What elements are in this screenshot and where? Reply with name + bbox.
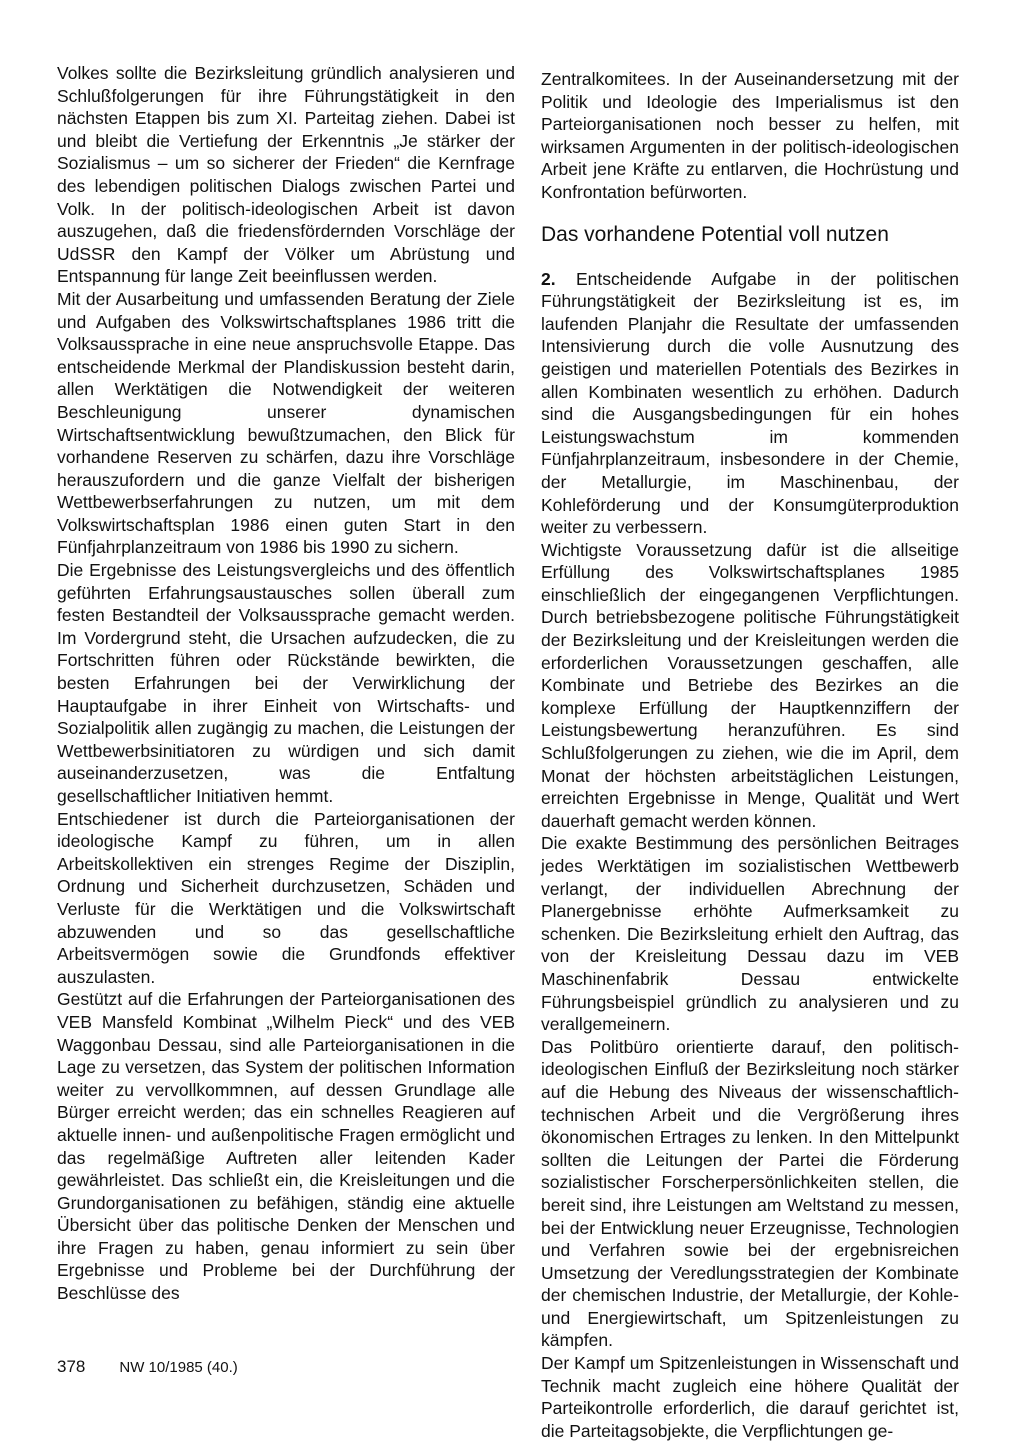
right-paragraph-3: Die exakte Bestimmung des persönlichen Beitrages jedes Werktätigen im sozialistischen Wettbewerb verlangt, der individuellen Abrechnung der Planergebnisse erhöhte Aufmerksamkeit zu schenken. Die Bezirksleitung erhielt den Auftrag, das von der Kreisleitung Dessau dazu im VEB Maschinenfabrik Dessau entwickelte Führungsbeispiel gründlich zu analysieren und zu verallgemeinern. — [541, 833, 959, 1035]
right-paragraph-1 — [541, 268, 959, 539]
left-paragraph-1: Volkes sollte die Bezirksleitung gründlich analysieren und Schlußfolgerungen für ihre Führungstätigkeit in den nächsten Etappen bis zum XI. Parteitag ziehen. Dabei ist und bleibt die Vertiefung der Erkenntnis „Je stärker der Sozialismus – um so sicherer der Frieden“ die Kernfrage des lebendigen politischen Dialogs zwischen Partei und Volk. In der politisch-ideologischen Arbeit ist davon auszugehen, daß die friedensfördernden Vorschläge der UdSSR den Kampf der Völker um Abrüstung und Entspannung für lange Zeit beeinflussen werden. — [57, 63, 515, 287]
left-paragraph-3: Die Ergebnisse des Leistungsvergleichs und des öffentlich geführten Erfahrungsaustausches sollen überall zum festen Bestandteil der Volksaussprache gemacht werden. Im Vordergrund steht, die Ursachen aufzudecken, die zu Fortschritten führen oder Rückstände bewirkten, die besten Erfahrungen bei der Verwirklichung der Hauptaufgabe in ihrer Einheit von Wirtschafts- und Sozialpolitik allen zugängig zu machen, die Leistungen der Wettbewerbsinitiatoren zu würdigen und sich damit auseinanderzusetzen, was die Entfaltung gesellschaftlicher Initiativen hemmt. — [57, 560, 515, 806]
journal-citation: NW 10/1985 (40.) — [119, 1359, 238, 1376]
left-paragraph-2: Mit der Ausarbeitung und umfassenden Beratung der Ziele und Aufgaben des Volkswirtschaftsplanes 1986 tritt die Volksaussprache in eine neue anspruchsvolle Etappe. Das entscheidende Merkmal der Plandiskussion besteht darin, allen Werktätigen die Notwendigkeit der weiteren Beschleunigung unserer dynamischen Wirtschaftsentwicklung bewußtzumachen, den Blick für vorhandene Reserven zu schärfen, dazu ihre Vorschläge herauszufordern und die ganze Vielfalt der bisherigen Wettbewerbserfahrungen zu nutzen, um mit dem Volkswirtschaftsplan 1986 einen guten Start in den Fünfjahrplanzeitraum von 1986 bis 1990 zu sichern. — [57, 288, 515, 558]
section-number: 2. — [541, 268, 556, 289]
section-heading: Das vorhandene Potential voll nutzen — [541, 222, 889, 246]
right-paragraph-5: Der Kampf um Spitzenleistungen in Wissenschaft und Technik macht zugleich eine höhere Qualität der Parteikontrolle erforderlich, die darauf gerichtet ist, die Parteitagsobjekte, die Verpflichtungen ge- — [541, 1353, 959, 1441]
left-column — [57, 62, 515, 1305]
left-paragraph-4: Entschiedener ist durch die Parteiorganisationen der ideologische Kampf zu führen, um in allen Arbeitskollektiven ein strenges Regime der Disziplin, Ordnung und Sicherheit durchzusetzen, Schäden und Verluste für die Werktätigen und die Volkswirtschaft abzuwenden und so das gesellschaftliche Arbeitsvermögen sowie die Grundfonds effektiver auszulasten. — [57, 808, 515, 987]
left-paragraph-5: Gestützt auf die Erfahrungen der Parteiorganisationen des VEB Mansfeld Kombinat „Wilhelm Pieck“ und des VEB Waggonbau Dessau, sind alle Parteiorganisationen in die Lage zu versetzen, das System der politischen Information weiter zu vervollkommnen, auf dessen Grundlage alle Bürger erreicht werden; das ein schnelles Reagieren auf aktuelle innen- und außenpolitische Fragen ermöglicht und das regelmäßige Auftreten aller leitenden Kader gewährleistet. Das schließt ein, die Kreisleitungen und die Grundorganisationen zu befähigen, ständig eine aktuelle Übersicht über das politische Denken der Menschen und ihre Fragen zu haben, genau informiert zu sein über Ergebnisse und Probleme bei der Durchführung der Beschlüsse des — [57, 989, 515, 1304]
right-column — [541, 68, 959, 1442]
right-paragraph-2: Wichtigste Voraussetzung dafür ist die allseitige Erfüllung des Volkswirtschaftsplanes 1985 einschließlich der eingegangenen Verpflichtungen. Durch betriebsbezogene politische Führungstätigkeit der Bezirksleitung und der Kreisleitungen werden die erforderlichen Voraussetzungen geschaffen, alle Kombinate und Betriebe des Bezirkes an die komplexe Erfüllung der Hauptkennziffern der Leistungsbewertung heranzuführen. Es sind Schlußfolgerungen zu ziehen, wie die im April, dem Monat der höchsten arbeitstäglichen Leistungen, erreichten Ergebnisse in Menge, Qualität und Wert dauerhaft gemacht werden können. — [541, 539, 959, 831]
right-intro-paragraph: Zentralkomitees. In der Auseinandersetzung mit der Politik und Ideologie des Imperialismus ist den Parteiorganisationen noch besser zu helfen, mit wirksamen Argumenten in der politisch-ideologischen Arbeit jene Kräfte zu entlarven, die Hochrüstung und Konfrontation befürworten. — [541, 69, 959, 202]
right-paragraph-1-text: Entscheidende Aufgabe in der politischen Führungstätigkeit der Bezirksleitung ist es, im laufenden Planjahr die Resultate der umfassenden Intensivierung durch die volle Ausnutzung des geistigen und materiellen Potentials des Bezirkes in allen Kombinaten wesentlich zu erhöhen. Dadurch sind die Ausgangsbedingungen für ein hohes Leistungswachstum im kommenden Fünfjahrplanzeitraum, insbesondere in der Chemie, der Metallurgie, im Maschinenbau, der Kohleförderung und der Konsumgüterproduktion weiter zu verbessern. — [541, 268, 959, 538]
right-paragraph-4: Das Politbüro orientierte darauf, den politisch-ideologischen Einfluß der Bezirksleitung noch stärker auf die Hebung des Niveaus der wissenschaftlich-technischen Arbeit und die Vergrößerung ihres ökonomischen Ertrages zu lenken. In den Mittelpunkt sollten die Leitungen der Partei die Förderung sozialistischer Forscherpersönlichkeiten stellen, die bereit sind, ihre Leistungen am Weltstand zu messen, bei der Entwicklung neuer Erzeugnisse, Technologien und Verfahren sowie bei der ergebnisreichen Umsetzung der Veredlungsstrategien der Kombinate der chemischen Industrie, der Metallurgie, der Kohle- und Energiewirtschaft, um Spitzenleistungen zu kämpfen. — [541, 1036, 959, 1351]
page-number: 378 — [57, 1357, 86, 1376]
page-footer — [57, 1357, 238, 1377]
